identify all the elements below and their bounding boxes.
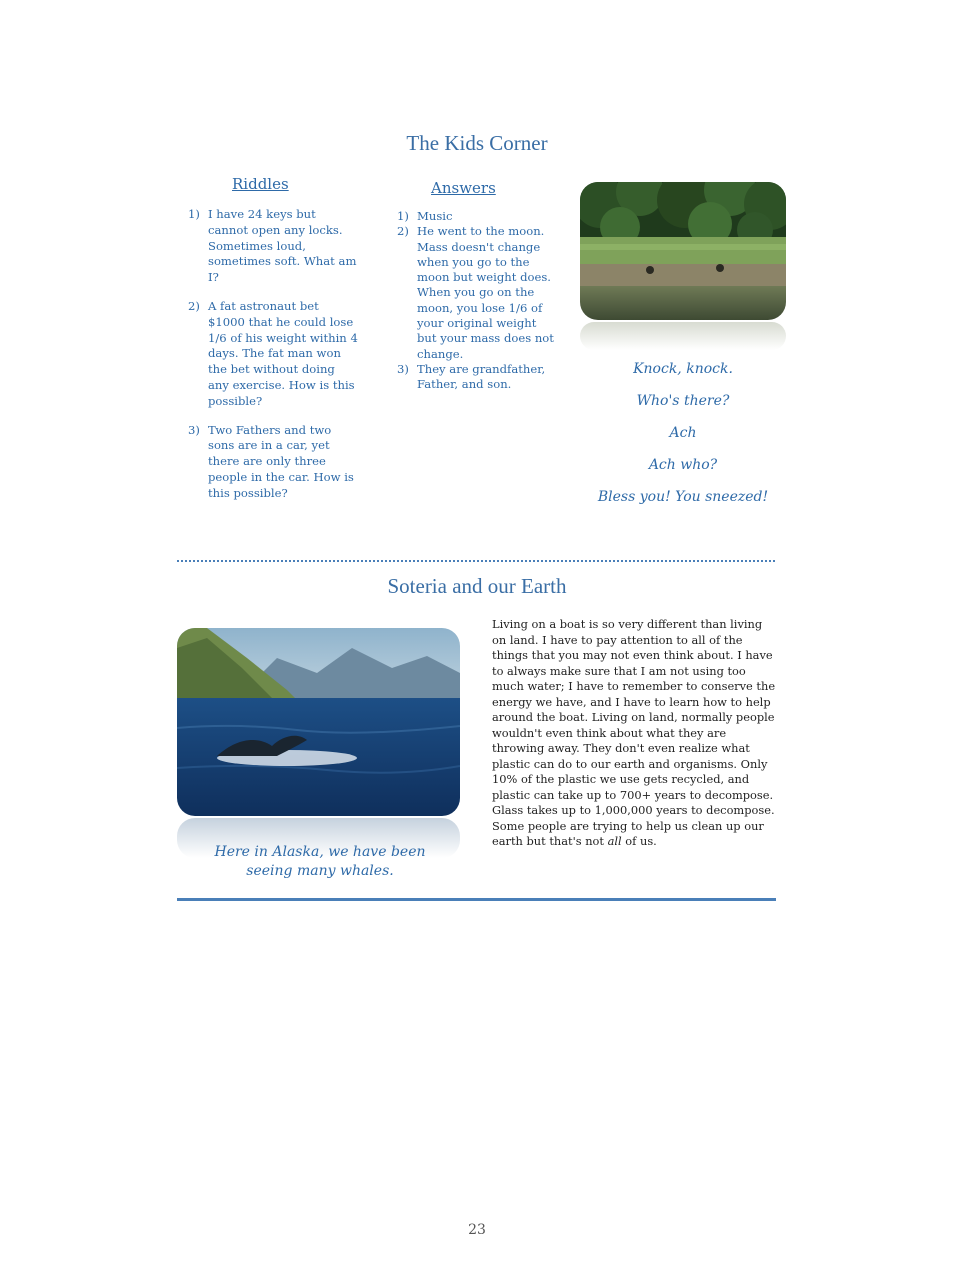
- knock-line-4: Ach who?: [648, 457, 718, 473]
- riddles-heading: Riddles: [232, 175, 289, 193]
- earth-article-body: Living on a boat is so very different than living on land. I have to pay attention to all of the things that you may not even think about. I have to always make sure that I am not using too much water; I have to remember to conserve the energy we have, and I have to learn how to help around the boat. Living on land, normally people wouldn't even think about what they are throwing away. They don't even realize what plastic can do to our earth and organisms. Only 10% of the plastic we use gets recycled, and plastic can take up to 700+ years to decompose. Glass takes up to 1,000,000 years to decompose. Some people are trying to help us clean up our earth but that's not all of us.: [492, 617, 776, 848]
- kids-corner-title: The Kids Corner: [406, 131, 548, 155]
- riddle-item: 2) A fat astronaut bet $1000 that he could lose 1/6 of his weight within 4 days. The fat man won the bet without doing any exercise. How is this possible?: [188, 298, 358, 408]
- answer-item: 1) Music: [397, 209, 453, 223]
- knock-line-3: Ach: [669, 425, 697, 441]
- whale-tail-photo: [177, 628, 460, 816]
- riddles-list: [188, 207, 358, 515]
- earth-title: Soteria and our Earth: [387, 574, 567, 598]
- section-divider-solid: [177, 898, 776, 901]
- answers-heading: Answers: [431, 179, 496, 197]
- answer-item: 3) They are grandfather, Father, and son.: [397, 361, 546, 392]
- section-divider-dotted: [177, 560, 775, 562]
- knock-line-1: Knock, knock.: [633, 361, 733, 377]
- whale-photo-caption: Here in Alaska, we have been seeing many whales.: [214, 844, 426, 879]
- riddle-item: 1) I have 24 keys but cannot open any locks. Sometimes loud, sometimes soft. What am I?: [188, 207, 357, 285]
- riddle-item: 3) Two Fathers and two sons are in a car, yet there are only three people in the car. How is this possible?: [188, 422, 354, 500]
- answers-list: [397, 209, 557, 393]
- forest-shore-photo: [580, 182, 786, 320]
- knock-line-2: Who's there?: [636, 393, 730, 409]
- page-number: 23: [468, 1222, 486, 1238]
- forest-photo-reflection: [580, 322, 786, 350]
- knock-line-5: Bless you! You sneezed!: [597, 489, 769, 505]
- answer-item: 2) He went to the moon. Mass doesn't change when you go to the moon but weight does. When you go on the moon, you lose 1/6 of your original weight but your mass does not change.: [397, 224, 554, 361]
